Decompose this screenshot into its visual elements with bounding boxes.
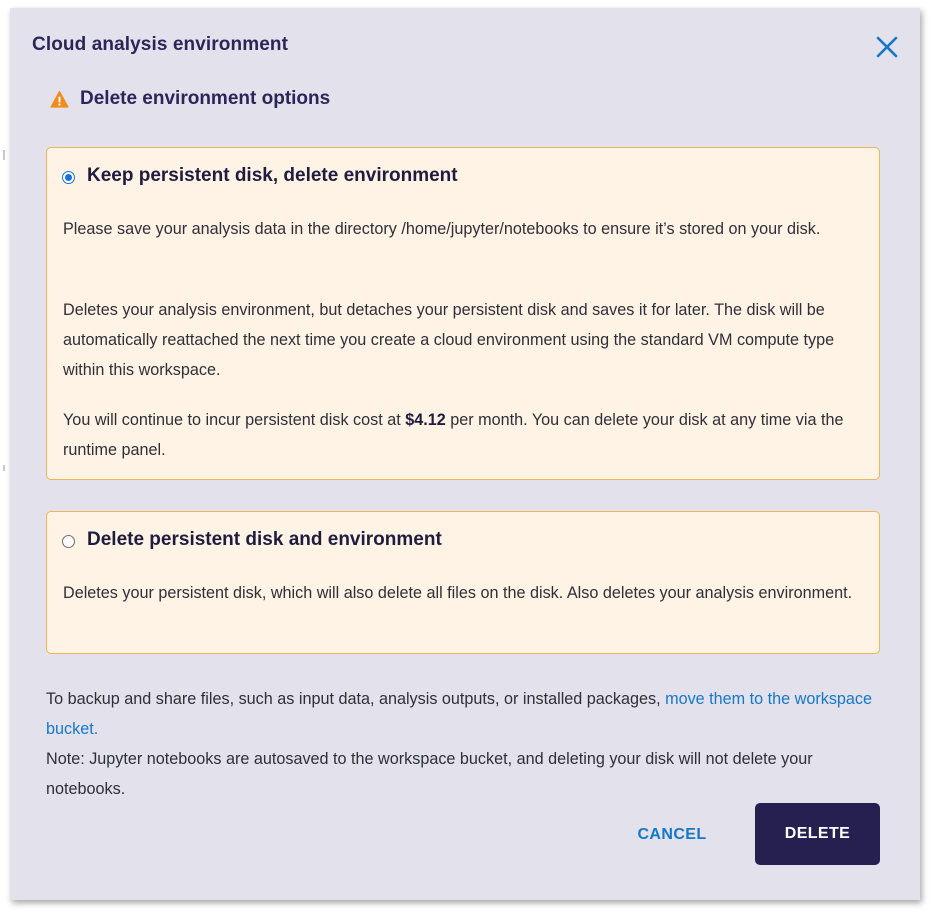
section-heading: Delete environment options bbox=[80, 88, 331, 109]
option-delete-disk[interactable] bbox=[46, 511, 880, 654]
background-edge-mark bbox=[3, 150, 5, 160]
option-description: Deletes your persistent disk, which will also delete all files on the disk. Also deletes your analysis environment. bbox=[63, 584, 853, 602]
background-edge-mark bbox=[3, 465, 5, 471]
option-description-cost bbox=[63, 405, 871, 465]
close-icon bbox=[872, 32, 902, 62]
option-description: Please save your analysis data in the directory /home/jupyter/notebooks to ensure it’s stored on your disk. bbox=[63, 220, 821, 238]
close-button[interactable] bbox=[872, 32, 902, 62]
backup-text: To backup and share files, such as input data, analysis outputs, or installed packages, bbox=[46, 690, 666, 708]
dialog-title: Cloud analysis environment bbox=[32, 34, 288, 55]
cost-text-before: You will continue to incur persistent disk cost at bbox=[63, 411, 406, 429]
warning-icon bbox=[50, 90, 69, 109]
disk-cost-value: $4.12 bbox=[405, 411, 446, 429]
radio-delete-disk[interactable] bbox=[62, 535, 75, 548]
radio-keep-disk[interactable] bbox=[62, 171, 75, 184]
option-description: Deletes your analysis environment, but detaches your persistent disk and saves it for later. The disk will be automatically reattached the next time you create a cloud environment using the standard VM compute type within this workspace. bbox=[63, 301, 835, 379]
delete-button[interactable]: DELETE bbox=[755, 803, 880, 865]
delete-environment-dialog bbox=[10, 8, 920, 900]
cancel-button[interactable]: CANCEL bbox=[637, 826, 707, 843]
option-label-keep-disk: Keep persistent disk, delete environment bbox=[87, 165, 458, 186]
workspace-bucket-link[interactable]: move them to the workspace bucket. bbox=[46, 690, 873, 738]
section-heading-row bbox=[50, 88, 330, 110]
autosave-note: Note: Jupyter notebooks are autosaved to the workspace bucket, and deleting your disk will not delete your notebooks. bbox=[46, 750, 813, 798]
backup-info bbox=[46, 684, 886, 744]
option-keep-disk[interactable] bbox=[46, 147, 880, 480]
cost-text-after: per month. You can delete your disk at any time via the runtime panel. bbox=[63, 411, 844, 459]
option-label-delete-disk: Delete persistent disk and environment bbox=[87, 529, 442, 550]
